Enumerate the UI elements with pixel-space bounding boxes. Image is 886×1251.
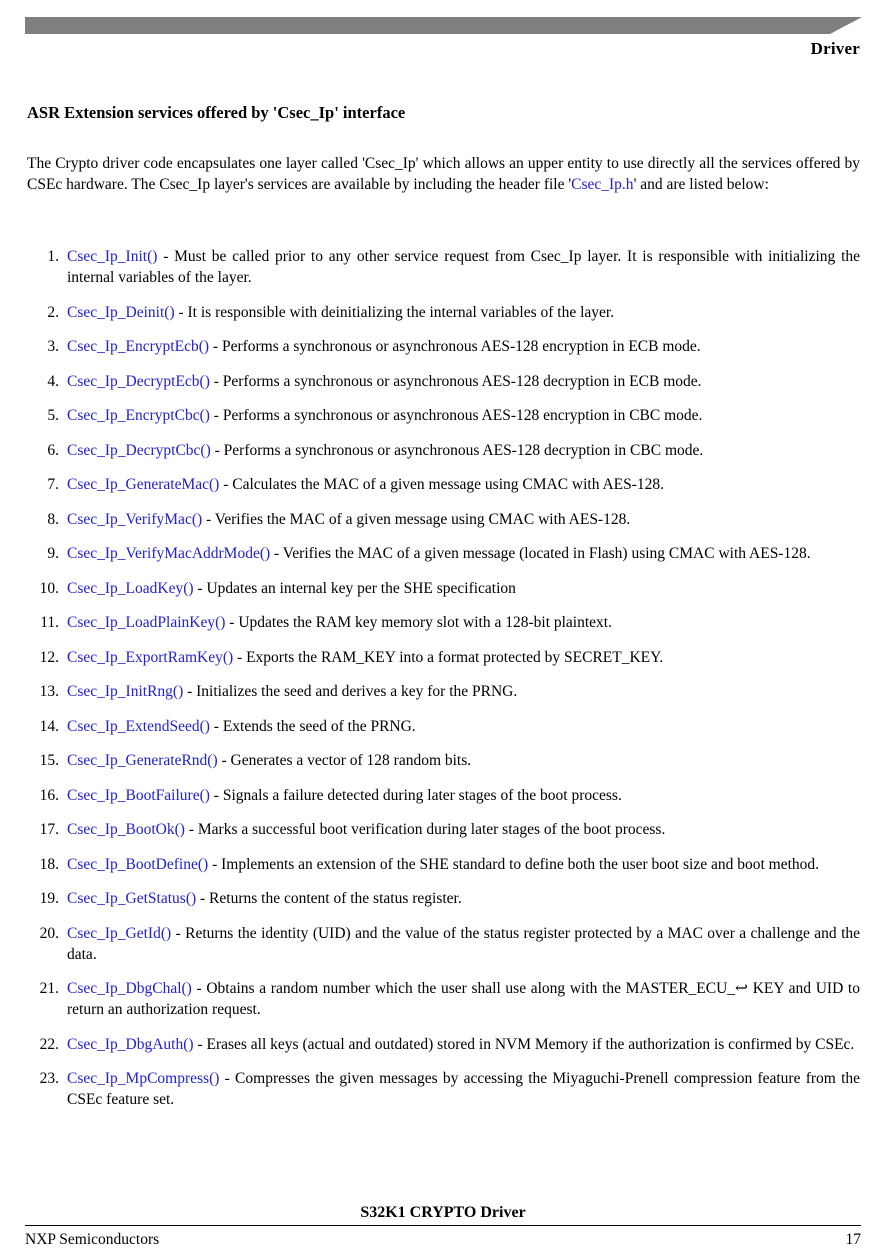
service-number: 22. — [39, 1035, 59, 1053]
service-description: - Exports the RAM_KEY into a format protected by SECRET_KEY. — [237, 648, 664, 666]
service-description: - Performs a synchronous or asynchronous AES-128 decryption in ECB mode. — [213, 372, 702, 390]
service-description: - Signals a failure detected during later stages of the boot process. — [213, 786, 622, 804]
service-item — [39, 923, 861, 965]
service-number: 21. — [39, 980, 59, 997]
service-function-link[interactable]: Csec_Ip_DbgAuth() — [67, 1035, 194, 1053]
service-item — [47, 336, 860, 357]
service-item — [47, 440, 860, 461]
service-item — [39, 888, 860, 909]
service-item — [39, 1034, 860, 1055]
service-description: - It is responsible with deinitializing the internal variables of the layer. — [178, 303, 615, 321]
footer-publisher: NXP Semiconductors — [25, 1231, 160, 1248]
service-number: 10. — [39, 579, 59, 597]
service-item — [39, 1068, 861, 1110]
service-number: 18. — [39, 855, 59, 873]
service-item — [47, 405, 860, 426]
service-function-link[interactable]: Csec_Ip_EncryptEcb() — [67, 338, 210, 355]
service-function-link[interactable]: Csec_Ip_Init() — [67, 248, 158, 265]
service-function-link[interactable]: Csec_Ip_BootDefine() — [67, 855, 209, 873]
intro-text-after-link: ' and are listed below: — [633, 176, 769, 193]
service-function-link[interactable]: Csec_Ip_ExtendSeed() — [67, 717, 210, 735]
service-description: - Initializes the seed and derives a key for the PRNG. — [187, 683, 518, 700]
service-number: 9. — [47, 545, 59, 562]
service-number: 2. — [47, 303, 59, 321]
service-item — [39, 854, 860, 875]
service-number: 19. — [39, 890, 59, 907]
header-section-label: Driver — [810, 39, 860, 58]
service-function-link[interactable]: Csec_Ip_LoadPlainKey() — [67, 614, 226, 631]
service-function-link[interactable]: Csec_Ip_BootOk() — [67, 821, 185, 838]
service-item — [47, 371, 860, 392]
service-function-link[interactable]: Csec_Ip_GetId() — [67, 924, 172, 942]
service-number: 13. — [39, 683, 59, 700]
service-item — [47, 302, 860, 323]
service-number: 1. — [47, 248, 59, 265]
service-description: - Performs a synchronous or asynchronous AES-128 decryption in CBC mode. — [214, 441, 704, 459]
service-number: 11. — [40, 614, 59, 631]
service-description: - Verifies the MAC of a given message (located in Flash) using CMAC with AES-128. — [274, 545, 811, 562]
footer-doc-title: S32K1 CRYPTO Driver — [360, 1204, 526, 1221]
service-function-link[interactable]: Csec_Ip_ExportRamKey() — [67, 648, 234, 666]
service-function-link[interactable]: Csec_Ip_GenerateRnd() — [67, 752, 218, 769]
service-description: - Performs a synchronous or asynchronous AES-128 encryption in CBC mode. — [213, 407, 703, 424]
service-number: 12. — [39, 648, 59, 666]
services-list — [27, 246, 860, 1110]
service-item — [40, 612, 860, 633]
section-heading: ASR Extension services offered by 'Csec_Ip' interface — [27, 103, 406, 122]
service-number: 8. — [47, 510, 59, 528]
service-function-link[interactable]: Csec_Ip_VerifyMacAddrMode() — [67, 545, 271, 562]
service-description: - Marks a successful boot verification during later stages of the boot process. — [188, 821, 666, 838]
intro-text-before-link: The Crypto driver code encapsulates one layer called 'Csec_Ip' which allows an upper entity to use directly all the services offered by CSEc hardware. The Csec_Ip layer's services are available by including the header file ' — [27, 155, 860, 193]
service-number: 16. — [39, 786, 59, 804]
service-number: 3. — [47, 338, 59, 355]
service-item — [47, 246, 861, 288]
service-description: - Returns the content of the status register. — [200, 890, 462, 907]
service-description: - Calculates the MAC of a given message using CMAC with AES-128. — [223, 476, 665, 493]
header-bar — [25, 17, 862, 34]
service-description: - Obtains a random number which the user shall use along with the MASTER_ECU_↩ KEY and UID to return an authorization request. — [67, 980, 860, 1018]
service-item — [47, 474, 860, 495]
service-item — [39, 681, 860, 702]
service-description: - Extends the seed of the PRNG. — [213, 717, 416, 735]
service-number: 4. — [47, 372, 59, 390]
service-function-link[interactable]: Csec_Ip_EncryptCbc() — [67, 407, 210, 424]
page-content — [27, 103, 860, 1124]
page-footer — [25, 1204, 861, 1249]
service-description: - Updates an internal key per the SHE specification — [197, 579, 516, 597]
service-function-link[interactable]: Csec_Ip_GenerateMac() — [67, 476, 220, 493]
service-item — [39, 750, 860, 771]
service-function-link[interactable]: Csec_Ip_VerifyMac() — [67, 510, 203, 528]
service-description: - Generates a vector of 128 random bits. — [221, 752, 472, 769]
service-number: 17. — [39, 821, 59, 838]
service-function-link[interactable]: Csec_Ip_DecryptEcb() — [67, 372, 210, 390]
service-function-link[interactable]: Csec_Ip_MpCompress() — [67, 1070, 220, 1087]
service-function-link[interactable]: Csec_Ip_GetStatus() — [67, 890, 197, 907]
service-description: - Implements an extension of the SHE standard to define both the user boot size and boot method. — [212, 855, 820, 873]
service-description: - Updates the RAM key memory slot with a 128-bit plaintext. — [229, 614, 612, 631]
service-number: 15. — [39, 752, 59, 769]
service-function-link[interactable]: Csec_Ip_LoadKey() — [67, 579, 194, 597]
service-number: 5. — [47, 407, 59, 424]
service-function-link[interactable]: Csec_Ip_BootFailure() — [67, 786, 210, 804]
footer-page-number: 17 — [845, 1231, 861, 1248]
service-function-link[interactable]: Csec_Ip_DbgChal() — [67, 980, 192, 997]
service-item — [39, 819, 860, 840]
service-description: - Compresses the given messages by accessing the Miyaguchi-Prenell compression feature from the CSEc feature set. — [67, 1070, 861, 1108]
service-number: 20. — [39, 924, 59, 942]
intro-paragraph — [27, 153, 860, 195]
service-function-link[interactable]: Csec_Ip_DecryptCbc() — [67, 441, 211, 459]
service-item — [47, 509, 860, 530]
service-item — [39, 716, 860, 737]
service-item — [39, 578, 860, 599]
service-description: - Returns the identity (UID) and the value of the status register protected by a MAC over a challenge and the data. — [67, 924, 861, 963]
service-number: 6. — [47, 441, 59, 459]
csec-ip-header-file-link[interactable]: Csec_Ip.h — [571, 176, 634, 193]
footer-row — [25, 1226, 861, 1249]
service-item — [39, 978, 860, 1020]
service-item — [39, 785, 860, 806]
service-description: - Must be called prior to any other service request from Csec_Ip layer. It is responsible with initializing the internal variables of the layer. — [67, 248, 861, 286]
service-description: - Performs a synchronous or asynchronous AES-128 encryption in ECB mode. — [212, 338, 701, 355]
service-description: - Erases all keys (actual and outdated) stored in NVM Memory if the authorization is confirmed by CSEc. — [197, 1035, 855, 1053]
service-item — [47, 543, 860, 564]
service-function-link[interactable]: Csec_Ip_Deinit() — [67, 303, 175, 321]
service-number: 7. — [47, 476, 59, 493]
service-description: - Verifies the MAC of a given message using CMAC with AES-128. — [206, 510, 631, 528]
service-item — [39, 647, 860, 668]
service-number: 14. — [39, 717, 59, 735]
service-number: 23. — [39, 1070, 59, 1087]
service-function-link[interactable]: Csec_Ip_InitRng() — [67, 683, 184, 700]
